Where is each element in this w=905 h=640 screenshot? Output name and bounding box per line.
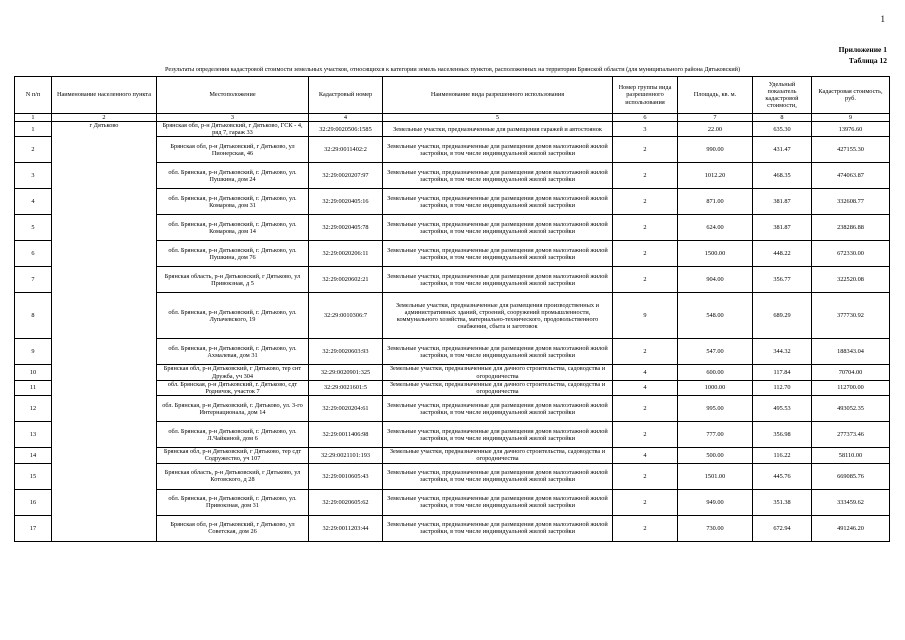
use-group-cell: 9 [613, 293, 678, 339]
permitted-use-cell: Земельные участки, предназначенные для размещения гаражей и автостоянок [383, 122, 613, 137]
cadastral-value-cell: 669085.76 [812, 463, 890, 489]
location-cell: обл. Брянская, р-н Дятьковский, г. Дятьково, ул. 3-го Интернационала, дом 14 [157, 396, 309, 422]
row-number: 15 [15, 463, 52, 489]
area-cell: 777.00 [678, 422, 753, 448]
header-cell: Площадь, кв. м. [678, 77, 753, 114]
use-group-cell: 3 [613, 122, 678, 137]
header-cell: N п/п [15, 77, 52, 114]
location-cell: обл. Брянская, р-н Дятьковский, г. Дятьково, ул. Привокзная, дом 31 [157, 489, 309, 515]
cadastral-number-cell: 32:29:0020506:1585 [309, 122, 383, 137]
permitted-use-cell: Земельные участки, предназначенные для размещения домов малоэтажной жилой застройки, в том числе индивидуальной жилой застройки [383, 489, 613, 515]
permitted-use-cell: Земельные участки, предназначенные для размещения домов малоэтажной жилой застройки, в том числе индивидуальной жилой застройки [383, 241, 613, 267]
table-body [15, 122, 890, 542]
cadastral-value-cell: 332608.77 [812, 189, 890, 215]
row-number: 13 [15, 422, 52, 448]
column-number: 2 [52, 114, 157, 122]
specific-value-cell: 445.76 [753, 463, 812, 489]
row-number: 2 [15, 137, 52, 163]
row-number: 1 [15, 122, 52, 137]
specific-value-cell: 448.22 [753, 241, 812, 267]
header-cell: Кадастровая стоимость, руб. [812, 77, 890, 114]
header-cell: Кадастровый номер [309, 77, 383, 114]
use-group-cell: 2 [613, 215, 678, 241]
cadastral-value-cell: 427155.30 [812, 137, 890, 163]
cadastral-value-cell: 322520.08 [812, 267, 890, 293]
use-group-cell: 2 [613, 422, 678, 448]
header-cell: Наименование вида разрешенного использования [383, 77, 613, 114]
cadastral-number-cell: 32:29:0010605:43 [309, 463, 383, 489]
use-group-cell: 2 [613, 137, 678, 163]
cadastral-value-cell: 474063.87 [812, 163, 890, 189]
use-group-cell: 4 [613, 365, 678, 380]
cadastral-number-cell: 32:29:0021101:193 [309, 448, 383, 463]
table-label: Таблица 12 [848, 56, 887, 65]
area-cell: 600.00 [678, 365, 753, 380]
column-number: 5 [383, 114, 613, 122]
cadastral-value-cell: 70704.00 [812, 365, 890, 380]
column-number: 7 [678, 114, 753, 122]
cadastral-number-cell: 32:29:0020405:16 [309, 189, 383, 215]
area-cell: 730.00 [678, 515, 753, 541]
row-number: 10 [15, 365, 52, 380]
area-cell: 1000.00 [678, 380, 753, 395]
cadastral-number-cell: 32:29:0011402:2 [309, 137, 383, 163]
column-number: 3 [157, 114, 309, 122]
cadastral-number-cell: 32:29:0020603:93 [309, 339, 383, 365]
use-group-cell: 2 [613, 489, 678, 515]
permitted-use-cell: Земельные участки, предназначенные для размещения домов малоэтажной жилой застройки, в том числе индивидуальной жилой застройки [383, 515, 613, 541]
specific-value-cell: 689.29 [753, 293, 812, 339]
specific-value-cell: 116.22 [753, 448, 812, 463]
cadastral-number-cell: 32:29:0020605:62 [309, 489, 383, 515]
appendix-label [839, 44, 887, 66]
use-group-cell: 4 [613, 380, 678, 395]
row-number: 17 [15, 515, 52, 541]
cadastral-value-cell: 672330.00 [812, 241, 890, 267]
area-cell: 22.00 [678, 122, 753, 137]
cadastral-value-cell: 58110.00 [812, 448, 890, 463]
header-cell: Местоположение [157, 77, 309, 114]
row-number: 12 [15, 396, 52, 422]
cadastral-number-cell: 32:29:0020901:325 [309, 365, 383, 380]
location-cell: обл. Брянская, р-н Дятьковский, г. Дятьково, ул. Ахмалевая, дом 31 [157, 339, 309, 365]
use-group-cell: 4 [613, 448, 678, 463]
specific-value-cell: 381.87 [753, 215, 812, 241]
specific-value-cell: 356.98 [753, 422, 812, 448]
area-cell: 995.00 [678, 396, 753, 422]
area-cell: 871.00 [678, 189, 753, 215]
cadastral-number-cell: 32:29:0020602:21 [309, 267, 383, 293]
cadastral-value-cell: 238286.88 [812, 215, 890, 241]
appendix-title: Приложение 1 [838, 45, 887, 54]
area-cell: 624.00 [678, 215, 753, 241]
use-group-cell: 2 [613, 241, 678, 267]
cadastral-value-cell: 188343.04 [812, 339, 890, 365]
use-group-cell: 2 [613, 189, 678, 215]
row-number: 3 [15, 163, 52, 189]
location-cell: обл. Брянская, р-н Дятьковский, г. Дятьково, ул. Л.Чайкиной, дом 6 [157, 422, 309, 448]
permitted-use-cell: Земельные участки, предназначенные для размещения домов малоэтажной жилой застройки, в том числе индивидуальной жилой застройки [383, 422, 613, 448]
location-cell: Брянская область, р-н Дятьковский, г Дятьково, ул Привокзная, д 5 [157, 267, 309, 293]
use-group-cell: 2 [613, 339, 678, 365]
specific-value-cell: 635.30 [753, 122, 812, 137]
column-number: 9 [812, 114, 890, 122]
location-cell: обл. Брянская, р-н Дятьковский, г. Дятьково, ул. Лупачевского, 19 [157, 293, 309, 339]
row-number: 6 [15, 241, 52, 267]
cadastral-value-cell: 333459.62 [812, 489, 890, 515]
location-cell: Брянская обл, р-н Дятьковский, г Дятьково, тер сдт Содружество, уч 107 [157, 448, 309, 463]
specific-value-cell: 344.32 [753, 339, 812, 365]
permitted-use-cell: Земельные участки, предназначенные для дачного строительства, садоводства и огородничества [383, 448, 613, 463]
area-cell: 1501.00 [678, 463, 753, 489]
cadastral-number-cell: 32:29:0020405:78 [309, 215, 383, 241]
cadastral-number-cell: 32:29:0020206:11 [309, 241, 383, 267]
cadastral-value-cell: 277373.46 [812, 422, 890, 448]
use-group-cell: 2 [613, 163, 678, 189]
location-cell: Брянская обл, р-н Дятьковский, г Дятьково, тер снт Дружба, уч 304 [157, 365, 309, 380]
column-number-row [15, 114, 890, 122]
permitted-use-cell: Земельные участки, предназначенные для размещения домов малоэтажной жилой застройки, в том числе индивидуальной жилой застройки [383, 463, 613, 489]
permitted-use-cell: Земельные участки, предназначенные для размещения домов малоэтажной жилой застройки, в том числе индивидуальной жилой застройки [383, 396, 613, 422]
specific-value-cell: 468.35 [753, 163, 812, 189]
location-cell: обл. Брянская, р-н Дятьковский, г. Дятьково, ул. Комарова, дом 14 [157, 215, 309, 241]
permitted-use-cell: Земельные участки, предназначенные для размещения домов малоэтажной жилой застройки, в том числе индивидуальной жилой застройки [383, 267, 613, 293]
specific-value-cell: 431.47 [753, 137, 812, 163]
location-cell: Брянская обл, р-н Дятьковский, г Дятьково, ул Пионерская, 46 [157, 137, 309, 163]
specific-value-cell: 351.38 [753, 489, 812, 515]
permitted-use-cell: Земельные участки, предназначенные для размещения домов малоэтажной жилой застройки, в том числе индивидуальной жилой застройки [383, 339, 613, 365]
specific-value-cell: 672.94 [753, 515, 812, 541]
location-cell: обл. Брянская, р-н Дятьковский, г. Дятьково, ул. Пушкина, дом 24 [157, 163, 309, 189]
permitted-use-cell: Земельные участки, предназначенные для дачного строительства, садоводства и огородничества [383, 365, 613, 380]
cadastral-value-cell: 13976.60 [812, 122, 890, 137]
header-cell: Наименование населенного пункта [52, 77, 157, 114]
cadastral-number-cell: 32:29:0020207:97 [309, 163, 383, 189]
row-number: 11 [15, 380, 52, 395]
column-number: 8 [753, 114, 812, 122]
area-cell: 949.00 [678, 489, 753, 515]
row-number: 16 [15, 489, 52, 515]
column-number: 4 [309, 114, 383, 122]
table-row [15, 122, 890, 137]
location-cell: Брянская обл, р-н Дятьковский, г Дятьково, ул Советская, дом 26 [157, 515, 309, 541]
specific-value-cell: 381.87 [753, 189, 812, 215]
location-cell: обл. Брянская, р-н Дятьковский, г. Дятьково, ул. Комарова, дом 31 [157, 189, 309, 215]
settlement-cell: г Дятьково [52, 122, 157, 542]
location-cell: Брянская обл, р-н Дятьковский, г Дятьково, ГСК - 4, ряд 7, гараж 33 [157, 122, 309, 137]
cadastral-value-cell: 491246.20 [812, 515, 890, 541]
row-number: 14 [15, 448, 52, 463]
permitted-use-cell: Земельные участки, предназначенные для размещения производственных и административных зданий, строений, сооружений промышленности, коммунального хозяйства, материально-технического, продовольственного снабжения, сбыта и заготовок [383, 293, 613, 339]
header-cell: Удельный показатель кадастровой стоимости, [753, 77, 812, 114]
use-group-cell: 2 [613, 396, 678, 422]
location-cell: обл. Брянская, р-н Дятьковский, г. Дятьково, ул. Пушкина, дом 76 [157, 241, 309, 267]
permitted-use-cell: Земельные участки, предназначенные для дачного строительства, садоводства и огородничества [383, 380, 613, 395]
area-cell: 547.00 [678, 339, 753, 365]
cadastral-table [14, 76, 890, 542]
area-cell: 990.00 [678, 137, 753, 163]
row-number: 7 [15, 267, 52, 293]
area-cell: 500.00 [678, 448, 753, 463]
table-caption: Результаты определения кадастровой стоимости земельных участков, относящихся к категории земель населенных пунктов, расположенных на территории Брянской области (для муниципального района Дятьковский) [164, 66, 741, 73]
area-cell: 548.00 [678, 293, 753, 339]
permitted-use-cell: Земельные участки, предназначенные для размещения домов малоэтажной жилой застройки, в том числе индивидуальной жилой застройки [383, 163, 613, 189]
row-number: 8 [15, 293, 52, 339]
specific-value-cell: 117.84 [753, 365, 812, 380]
specific-value-cell: 112.70 [753, 380, 812, 395]
cadastral-number-cell: 32:29:0020204:61 [309, 396, 383, 422]
header-cell: Номер группы вида разрешенного использования [613, 77, 678, 114]
cadastral-value-cell: 493052.35 [812, 396, 890, 422]
area-cell: 904.00 [678, 267, 753, 293]
cadastral-number-cell: 32:29:0011203:44 [309, 515, 383, 541]
row-number: 4 [15, 189, 52, 215]
header-row [15, 77, 890, 114]
permitted-use-cell: Земельные участки, предназначенные для размещения домов малоэтажной жилой застройки, в том числе индивидуальной жилой застройки [383, 215, 613, 241]
cadastral-value-cell: 377730.92 [812, 293, 890, 339]
permitted-use-cell: Земельные участки, предназначенные для размещения домов малоэтажной жилой застройки, в том числе индивидуальной жилой застройки [383, 189, 613, 215]
page-number: 1 [880, 14, 885, 24]
use-group-cell: 2 [613, 463, 678, 489]
row-number: 5 [15, 215, 52, 241]
cadastral-number-cell: 32:29:0011406:98 [309, 422, 383, 448]
row-number: 9 [15, 339, 52, 365]
permitted-use-cell: Земельные участки, предназначенные для размещения домов малоэтажной жилой застройки, в том числе индивидуальной жилой застройки [383, 137, 613, 163]
area-cell: 1012.20 [678, 163, 753, 189]
column-number: 1 [15, 114, 52, 122]
specific-value-cell: 356.77 [753, 267, 812, 293]
use-group-cell: 2 [613, 515, 678, 541]
use-group-cell: 2 [613, 267, 678, 293]
specific-value-cell: 495.53 [753, 396, 812, 422]
location-cell: обл. Брянская, р-н Дятьковский, г. Дятьково, сдт Родничок, участок 7 [157, 380, 309, 395]
cadastral-value-cell: 112700.00 [812, 380, 890, 395]
column-number: 6 [613, 114, 678, 122]
area-cell: 1500.00 [678, 241, 753, 267]
cadastral-number-cell: 32:29:0021601:5 [309, 380, 383, 395]
location-cell: Брянская область, р-н Дятьковский, г Дятьково, ул Котовского, д 28 [157, 463, 309, 489]
cadastral-number-cell: 32:29:0010306:7 [309, 293, 383, 339]
